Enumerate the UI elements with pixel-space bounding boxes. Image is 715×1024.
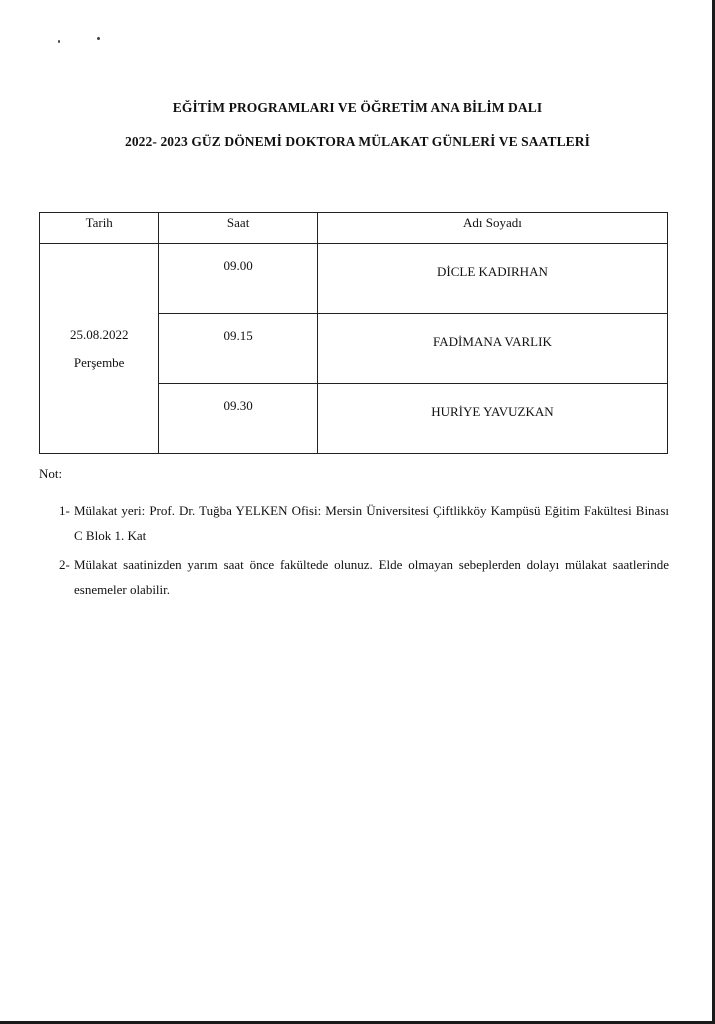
header-name: Adı Soyadı [317, 213, 667, 244]
note-item [39, 552, 669, 602]
time-cell: 09.15 [159, 314, 318, 384]
notes-label: Not: [39, 466, 63, 481]
interview-schedule-table [39, 212, 668, 454]
department-title: EĞİTİM PROGRAMLARI VE ÖĞRETİM ANA BİLİM DALI [172, 100, 543, 115]
scan-speck [97, 37, 100, 40]
header-time: Saat [159, 213, 318, 244]
interview-date: 25.08.2022 [69, 326, 129, 342]
note-number: 1- [59, 503, 70, 518]
table-header-row [40, 213, 668, 244]
name-cell: HURİYE YAVUZKAN [317, 384, 667, 454]
time-cell: 09.00 [159, 244, 318, 314]
time-cell: 09.30 [159, 384, 318, 454]
header-date: Tarih [40, 213, 159, 244]
schedule-title: 2022- 2023 GÜZ DÖNEMİ DOKTORA MÜLAKAT GÜNLERİ VE SAATLERİ [124, 134, 590, 149]
note-number: 2- [59, 557, 70, 572]
notes-section [39, 466, 669, 606]
interview-day: Perşembe [73, 354, 125, 370]
note-text: Mülakat yeri: Prof. Dr. Tuğba YELKEN Ofisi: Mersin Üniversitesi Çiftlikköy Kampüsü Eğitim Fakültesi Binası C Blok 1. Kat [74, 503, 669, 543]
table-row [40, 244, 668, 314]
date-cell [40, 244, 159, 454]
note-text: Mülakat saatinizden yarım saat önce fakültede olunuz. Elde olmayan sebeplerden dolayı mülakat saatlerinde esnemeler olabilir. [74, 557, 669, 597]
name-cell: DİCLE KADIRHAN [317, 244, 667, 314]
scan-speck [58, 40, 60, 43]
note-item [39, 498, 669, 548]
name-cell: FADİMANA VARLIK [317, 314, 667, 384]
